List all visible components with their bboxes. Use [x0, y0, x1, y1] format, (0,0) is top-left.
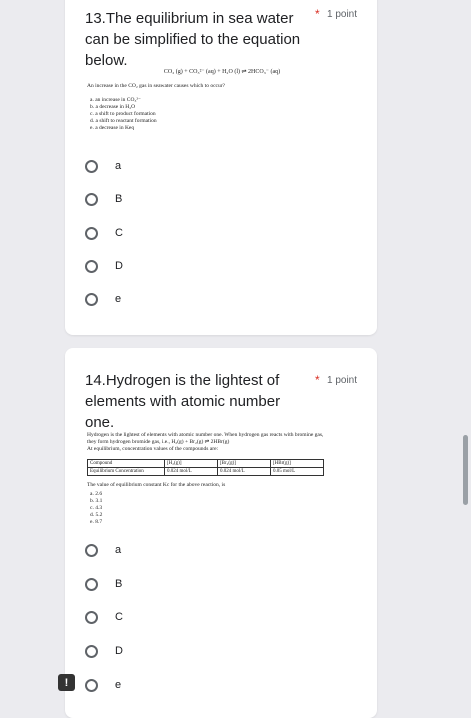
- table-cell: 0.024 mol/L: [218, 468, 271, 476]
- image-intro-line: At equilibrium, concentration values of the compounds are:: [87, 446, 219, 452]
- image-intro-line: Hydrogen is the lightest of elements with atomic number one. When hydrogen gas reacts with bromine gas,: [87, 432, 324, 438]
- radio-button[interactable]: [85, 645, 98, 658]
- option-a[interactable]: [85, 541, 121, 559]
- image-choice: c. 4.3: [90, 505, 103, 511]
- radio-button[interactable]: [85, 293, 98, 306]
- radio-button[interactable]: [85, 160, 98, 173]
- radio-button[interactable]: [85, 544, 98, 557]
- question-title: 14.Hydrogen is the lightest of elements with atomic number one.: [85, 372, 281, 431]
- image-choice: e. a decrease in Keq: [90, 125, 135, 131]
- image-choice: d. a shift to reactant formation: [90, 118, 157, 124]
- table-cell: 0.024 mol/L: [165, 468, 218, 476]
- scrollbar-thumb[interactable]: [463, 435, 468, 505]
- equation-text: CO₂ (g) + CO₃²⁻ (aq) + H₂O (l) ⇌ 2HCO₃⁻ (aq): [163, 69, 281, 75]
- table-header-cell: [H₂(g)]: [165, 460, 218, 468]
- table-header-cell: [Br₂(g)]: [218, 460, 271, 468]
- required-asterisk: *: [315, 7, 320, 21]
- radio-button[interactable]: [85, 611, 98, 624]
- required-asterisk: *: [315, 373, 320, 387]
- table-cell: 0.05 mol/L: [271, 468, 324, 476]
- image-choice-list: [90, 97, 357, 132]
- question-card-14: [65, 348, 377, 718]
- points-label: 1 point: [327, 9, 358, 20]
- radio-button[interactable]: [85, 679, 98, 692]
- radio-button[interactable]: [85, 578, 98, 591]
- option-label: B: [115, 578, 123, 590]
- option-label: D: [115, 645, 123, 657]
- option-e[interactable]: [85, 290, 121, 308]
- image-choice: b. a decrease in H₂O: [90, 104, 136, 110]
- image-choice: a. an increase in CO₃²⁻: [90, 97, 141, 103]
- option-label: e: [115, 293, 122, 305]
- concentration-table: [87, 459, 324, 476]
- table-header-cell: [HBr(g)]: [271, 460, 324, 468]
- option-a[interactable]: [85, 157, 121, 175]
- image-choice: a. 2.6: [90, 491, 103, 497]
- radio-button[interactable]: [85, 193, 98, 206]
- image-intro-line: they form hydrogen bromide gas, i.e., H₂(g) + Br₂(g) ⇌ 2HBr(g): [87, 439, 230, 445]
- question-image: [87, 68, 357, 132]
- image-prompt: An increase in the CO₂ gas in seawater causes which to occur?: [87, 83, 225, 89]
- table-row: [88, 468, 324, 476]
- image-choice: b. 3.1: [90, 498, 103, 504]
- option-b[interactable]: [85, 190, 122, 208]
- option-label: C: [115, 611, 123, 623]
- report-feedback-button[interactable]: !: [58, 674, 75, 691]
- option-label: a: [115, 160, 122, 172]
- option-label: a: [115, 544, 122, 556]
- option-label: C: [115, 227, 123, 239]
- question-title: 13.The equilibrium in sea water can be simplified to the equation below.: [85, 10, 301, 69]
- table-cell: Equilibrium Concentration: [88, 468, 165, 476]
- option-d[interactable]: [85, 642, 123, 660]
- radio-button[interactable]: [85, 227, 98, 240]
- question-card-13: [65, 0, 377, 335]
- question-image: [87, 432, 362, 526]
- image-choice-list: [90, 491, 362, 526]
- option-label: D: [115, 260, 123, 272]
- image-choice: d. 5.2: [90, 512, 103, 518]
- option-label: B: [115, 193, 123, 205]
- table-header-cell: Compound: [88, 460, 165, 468]
- table-header-row: [88, 460, 324, 468]
- image-choice: c. a shift to product formation: [90, 111, 156, 117]
- option-c[interactable]: [85, 224, 123, 242]
- option-c[interactable]: [85, 608, 123, 626]
- image-prompt: The value of equilibrium constant Kc for the above reaction, is: [87, 482, 226, 488]
- radio-button[interactable]: [85, 260, 98, 273]
- option-label: e: [115, 679, 122, 691]
- points-label: 1 point: [327, 375, 358, 386]
- image-choice: e. 8.7: [90, 519, 103, 525]
- option-e[interactable]: [85, 676, 121, 694]
- option-b[interactable]: [85, 575, 122, 593]
- option-d[interactable]: [85, 257, 123, 275]
